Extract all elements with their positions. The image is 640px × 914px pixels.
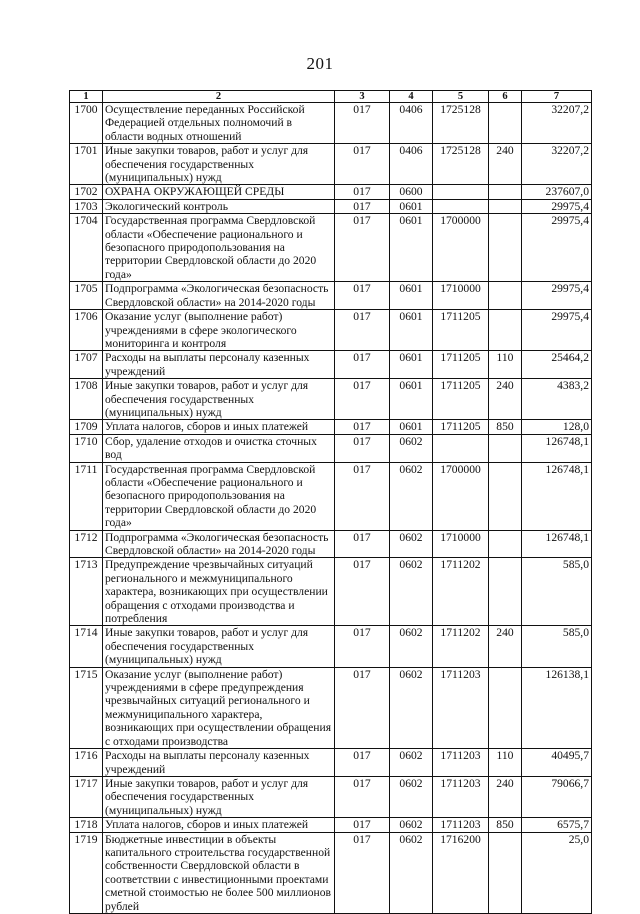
row-number: 1710 (70, 434, 103, 462)
table-row (70, 776, 592, 817)
row-target-code: 1711203 (433, 776, 489, 817)
row-amount: 40495,7 (522, 749, 592, 777)
row-expense-type: 850 (489, 818, 522, 832)
row-target-code: 1700000 (433, 462, 489, 530)
table-row (70, 199, 592, 213)
row-section-code: 0602 (390, 818, 433, 832)
row-section-code: 0602 (390, 749, 433, 777)
row-number: 1706 (70, 310, 103, 351)
row-section-code: 0602 (390, 776, 433, 817)
row-amount: 4383,2 (522, 379, 592, 420)
row-name: Иные закупки товаров, работ и услуг для обеспечения государственных (муниципальных) нужд (103, 144, 335, 185)
row-ministry-code: 017 (335, 667, 390, 748)
row-ministry-code: 017 (335, 282, 390, 310)
row-ministry-code: 017 (335, 462, 390, 530)
row-ministry-code: 017 (335, 103, 390, 144)
row-expense-type: 240 (489, 626, 522, 667)
row-target-code: 1711205 (433, 310, 489, 351)
row-expense-type: 240 (489, 776, 522, 817)
table-row (70, 434, 592, 462)
row-target-code: 1711205 (433, 379, 489, 420)
row-amount: 32207,2 (522, 144, 592, 185)
row-name: Оказание услуг (выполнение работ) учреждениями в сфере экологического мониторинга и контроля (103, 310, 335, 351)
row-ministry-code: 017 (335, 310, 390, 351)
row-amount: 25464,2 (522, 351, 592, 379)
row-target-code: 1711203 (433, 749, 489, 777)
row-name: Подпрограмма «Экологическая безопасность Свердловской области» на 2014-2020 годы (103, 282, 335, 310)
row-ministry-code: 017 (335, 144, 390, 185)
row-ministry-code: 017 (335, 185, 390, 199)
row-ministry-code: 017 (335, 832, 390, 913)
row-amount: 32207,2 (522, 103, 592, 144)
header-cell: 3 (335, 91, 390, 103)
row-ministry-code: 017 (335, 626, 390, 667)
row-expense-type: 850 (489, 420, 522, 434)
row-amount: 25,0 (522, 832, 592, 913)
row-amount: 237607,0 (522, 185, 592, 199)
row-amount: 126748,1 (522, 530, 592, 558)
row-name: Оказание услуг (выполнение работ) учреждениями в сфере предупреждения чрезвычайных ситуаций регионального и межмуниципального характера, возникающих при осуществлении обращения с отходами производства (103, 667, 335, 748)
row-number: 1715 (70, 667, 103, 748)
row-amount: 128,0 (522, 420, 592, 434)
row-amount: 29975,4 (522, 310, 592, 351)
row-name: Иные закупки товаров, работ и услуг для обеспечения государственных (муниципальных) нужд (103, 776, 335, 817)
row-name: Расходы на выплаты персоналу казенных учреждений (103, 749, 335, 777)
table-row (70, 282, 592, 310)
row-number: 1709 (70, 420, 103, 434)
row-section-code: 0601 (390, 420, 433, 434)
row-ministry-code: 017 (335, 530, 390, 558)
row-number: 1708 (70, 379, 103, 420)
row-ministry-code: 017 (335, 199, 390, 213)
row-ministry-code: 017 (335, 434, 390, 462)
row-expense-type: 240 (489, 379, 522, 420)
row-target-code: 1700000 (433, 214, 489, 282)
row-expense-type (489, 185, 522, 199)
table-row (70, 626, 592, 667)
row-number: 1719 (70, 832, 103, 913)
row-target-code: 1711203 (433, 667, 489, 748)
row-number: 1702 (70, 185, 103, 199)
row-number: 1718 (70, 818, 103, 832)
row-expense-type (489, 832, 522, 913)
row-number: 1700 (70, 103, 103, 144)
row-amount: 126748,1 (522, 434, 592, 462)
row-amount: 29975,4 (522, 199, 592, 213)
row-expense-type (489, 558, 522, 626)
table-row (70, 420, 592, 434)
row-target-code: 1711205 (433, 351, 489, 379)
row-section-code: 0601 (390, 282, 433, 310)
row-number: 1717 (70, 776, 103, 817)
row-expense-type (489, 667, 522, 748)
table-row (70, 379, 592, 420)
row-target-code (433, 185, 489, 199)
table-row (70, 749, 592, 777)
row-name: Предупреждение чрезвычайных ситуаций регионального и межмуниципального характера, возникающих при осуществлении обращения с отходами производства и потребления (103, 558, 335, 626)
table-row (70, 462, 592, 530)
row-name: Уплата налогов, сборов и иных платежей (103, 818, 335, 832)
table-row (70, 558, 592, 626)
row-expense-type: 240 (489, 144, 522, 185)
row-expense-type: 110 (489, 749, 522, 777)
row-amount: 126748,1 (522, 462, 592, 530)
row-section-code: 0602 (390, 530, 433, 558)
row-ministry-code: 017 (335, 379, 390, 420)
row-target-code: 1711202 (433, 558, 489, 626)
table-row (70, 818, 592, 832)
row-section-code: 0602 (390, 558, 433, 626)
row-number: 1707 (70, 351, 103, 379)
row-number: 1704 (70, 214, 103, 282)
row-name: Государственная программа Свердловской области «Обеспечение рационального и безопасного природопользования на территории Свердловской области до 2020 года» (103, 462, 335, 530)
row-ministry-code: 017 (335, 351, 390, 379)
table-row (70, 832, 592, 913)
row-ministry-code: 017 (335, 749, 390, 777)
row-expense-type (489, 310, 522, 351)
row-expense-type: 110 (489, 351, 522, 379)
header-cell: 6 (489, 91, 522, 103)
row-amount: 126138,1 (522, 667, 592, 748)
row-name: Уплата налогов, сборов и иных платежей (103, 420, 335, 434)
table-row (70, 214, 592, 282)
row-number: 1714 (70, 626, 103, 667)
row-name: Экологический контроль (103, 199, 335, 213)
row-amount: 29975,4 (522, 282, 592, 310)
row-number: 1705 (70, 282, 103, 310)
table-row (70, 530, 592, 558)
row-ministry-code: 017 (335, 818, 390, 832)
budget-table (69, 90, 592, 914)
row-target-code: 1711205 (433, 420, 489, 434)
row-target-code: 1716200 (433, 832, 489, 913)
row-amount: 29975,4 (522, 214, 592, 282)
row-expense-type (489, 214, 522, 282)
table-row (70, 351, 592, 379)
row-section-code: 0406 (390, 144, 433, 185)
row-expense-type (489, 282, 522, 310)
row-name: Осуществление переданных Российской Федерацией отдельных полномочий в области водных отношений (103, 103, 335, 144)
row-target-code: 1711203 (433, 818, 489, 832)
row-expense-type (489, 530, 522, 558)
row-expense-type (489, 434, 522, 462)
row-target-code (433, 434, 489, 462)
row-expense-type (489, 103, 522, 144)
table-row (70, 103, 592, 144)
row-section-code: 0600 (390, 185, 433, 199)
row-name: Бюджетные инвестиции в объекты капитального строительства государственной собственности Свердловской области в соответствии с инвестиционными проектами сметной стоимостью не более 500 миллионов рублей (103, 832, 335, 913)
row-name: Сбор, удаление отходов и очистка сточных вод (103, 434, 335, 462)
row-target-code: 1711202 (433, 626, 489, 667)
row-target-code: 1725128 (433, 144, 489, 185)
row-ministry-code: 017 (335, 214, 390, 282)
header-cell: 5 (433, 91, 489, 103)
row-ministry-code: 017 (335, 558, 390, 626)
row-amount: 79066,7 (522, 776, 592, 817)
header-cell: 4 (390, 91, 433, 103)
row-target-code: 1710000 (433, 530, 489, 558)
row-number: 1716 (70, 749, 103, 777)
row-name: ОХРАНА ОКРУЖАЮЩЕЙ СРЕДЫ (103, 185, 335, 199)
header-cell: 2 (103, 91, 335, 103)
row-section-code: 0602 (390, 434, 433, 462)
row-name: Подпрограмма «Экологическая безопасность Свердловской области» на 2014-2020 годы (103, 530, 335, 558)
row-target-code: 1710000 (433, 282, 489, 310)
row-number: 1713 (70, 558, 103, 626)
row-number: 1703 (70, 199, 103, 213)
page-number: 201 (306, 54, 334, 73)
row-ministry-code: 017 (335, 420, 390, 434)
row-number: 1711 (70, 462, 103, 530)
row-section-code: 0601 (390, 199, 433, 213)
row-section-code: 0602 (390, 626, 433, 667)
table-header-row (70, 91, 592, 103)
row-section-code: 0602 (390, 667, 433, 748)
row-section-code: 0601 (390, 214, 433, 282)
row-section-code: 0601 (390, 379, 433, 420)
table-row (70, 144, 592, 185)
row-number: 1701 (70, 144, 103, 185)
table-row (70, 310, 592, 351)
row-name: Государственная программа Свердловской области «Обеспечение рационального и безопасного природопользования на территории Свердловской области до 2020 года» (103, 214, 335, 282)
row-name: Иные закупки товаров, работ и услуг для обеспечения государственных (муниципальных) нужд (103, 379, 335, 420)
row-section-code: 0602 (390, 832, 433, 913)
row-section-code: 0602 (390, 462, 433, 530)
row-name: Расходы на выплаты персоналу казенных учреждений (103, 351, 335, 379)
row-expense-type (489, 199, 522, 213)
header-cell: 1 (70, 91, 103, 103)
row-name: Иные закупки товаров, работ и услуг для обеспечения государственных (муниципальных) нужд (103, 626, 335, 667)
header-cell: 7 (522, 91, 592, 103)
table-row (70, 185, 592, 199)
row-target-code (433, 199, 489, 213)
table-row (70, 667, 592, 748)
row-amount: 585,0 (522, 558, 592, 626)
row-amount: 6575,7 (522, 818, 592, 832)
row-expense-type (489, 462, 522, 530)
row-ministry-code: 017 (335, 776, 390, 817)
row-number: 1712 (70, 530, 103, 558)
row-target-code: 1725128 (433, 103, 489, 144)
row-section-code: 0601 (390, 351, 433, 379)
row-section-code: 0601 (390, 310, 433, 351)
row-section-code: 0406 (390, 103, 433, 144)
row-amount: 585,0 (522, 626, 592, 667)
